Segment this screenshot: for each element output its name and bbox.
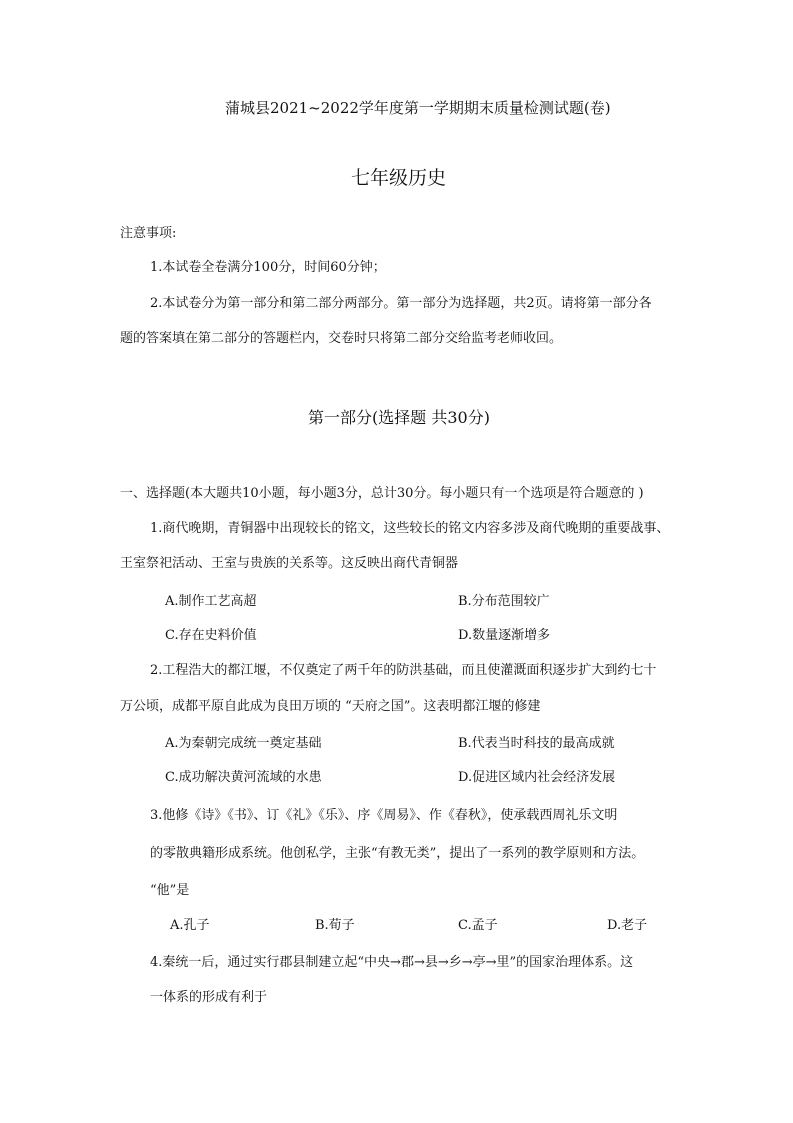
notice-item-2-line-2: 题的答案填在第二部分的答题栏内，交卷时只将第二部分交给监考老师收回。	[120, 331, 563, 346]
question-3-option-d: D.老子	[607, 918, 648, 933]
notice-heading: 注意事项:	[120, 226, 177, 241]
question-3-line-3: “他”是	[150, 883, 190, 898]
question-1-line-2: 王室祭祀活动、王室与贵族的关系等。这反映出商代青铜器	[120, 556, 459, 571]
question-2-option-d: D.促进区域内社会经济发展	[458, 770, 616, 785]
question-2-line-1: 2.工程浩大的都江堰，不仅奠定了两千年的防洪基础，而且使灌溉面积逐步扩大到约七十	[150, 663, 657, 678]
question-3-option-a: A.孔子	[170, 918, 210, 933]
question-1-line-1: 1.商代晚期，青铜器中出现较长的铭文，这些较长的铭文内容多涉及商代晚期的重要战事、	[150, 521, 670, 536]
question-1-option-d: D.数量逐渐增多	[458, 628, 551, 643]
question-2-option-a: A.为秦朝完成统一奠定基础	[165, 736, 322, 751]
question-1-option-b: B.分布范围较广	[458, 594, 550, 609]
question-3-option-c: C.孟子	[458, 918, 498, 933]
question-2-line-2: 万公顷，成都平原自此成为良田万顷的 “天府之国”。这表明都江堰的修建	[120, 699, 541, 714]
question-4-line-1: 4.秦统一后，通过实行郡县制建立起“中央→郡→县→乡→亭→里”的国家治理体系。这	[150, 955, 634, 970]
section-one-heading: 一、选择题(本大题共10小题，每小题3分，总计30分。每小题只有一个选项是符合题意的 )	[120, 486, 644, 501]
exam-title: 蒲城县2021~2022学年度第一学期期末质量检测试题(卷)	[225, 99, 611, 117]
question-3-line-2: 的零散典籍形成系统。他创私学，主张“有教无类”，提出了一系列的教学原则和方法。	[150, 846, 645, 861]
question-3-line-1: 3.他修《诗》《书》、订《礼》《乐》、序《周易》、作《春秋》，使承载西周礼乐文明	[150, 808, 618, 823]
subject-title: 七年级历史	[351, 167, 447, 189]
question-2-option-c: C.成功解决黄河流域的水患	[165, 770, 322, 785]
question-4-line-2: 一体系的形成有利于	[150, 990, 268, 1005]
notice-item-1: 1.本试卷全卷满分100分，时间60分钟；	[150, 260, 386, 275]
question-3-option-b: B.荀子	[315, 918, 355, 933]
part-one-title: 第一部分(选择题 共30分)	[308, 408, 490, 427]
notice-item-2-line-1: 2.本试卷分为第一部分和第二部分两部分。第一部分为选择题，共2页。请将第一部分各	[150, 296, 652, 311]
question-1-option-c: C.存在史料价值	[165, 628, 257, 643]
question-2-option-b: B.代表当时科技的最高成就	[458, 736, 615, 751]
question-1-option-a: A.制作工艺高超	[165, 594, 257, 609]
